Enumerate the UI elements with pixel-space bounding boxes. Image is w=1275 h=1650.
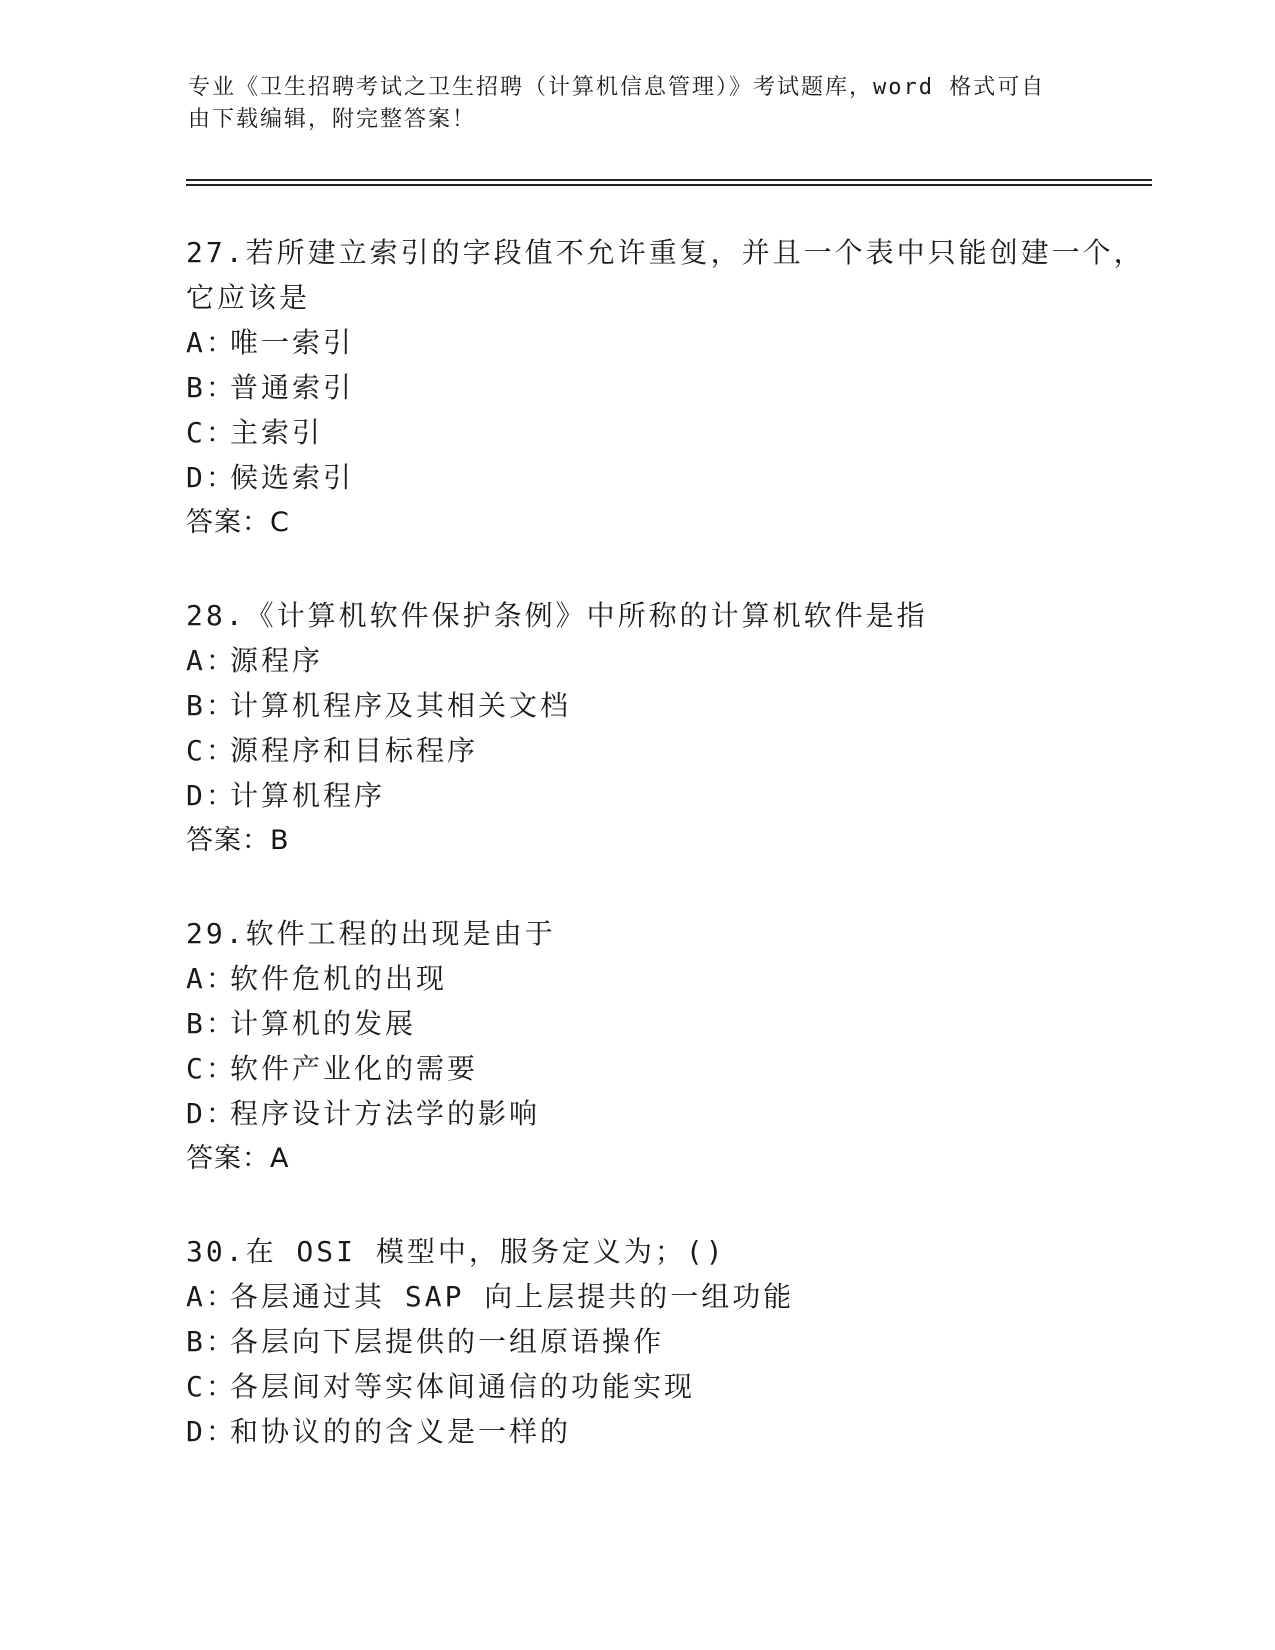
header-divider-bottom [186, 184, 1152, 186]
question-stem: 29.软件工程的出现是由于 [186, 917, 556, 950]
header-divider-top [186, 179, 1152, 181]
option-b [186, 1319, 1086, 1364]
option-letter: D： [186, 1415, 237, 1448]
question-stem-continued: 它应该是 [186, 281, 311, 314]
option-a [186, 1274, 1086, 1319]
answer-label: 答案：B [186, 825, 290, 856]
option-c [186, 1364, 1086, 1409]
question-stem: 30.在 OSI 模型中，服务定义为；() [186, 1235, 726, 1268]
option-a [186, 638, 1086, 683]
option-letter: B： [186, 371, 237, 404]
option-text: 主索引 [230, 416, 324, 449]
option-letter: C： [186, 1370, 237, 1403]
answer-label: 答案：A [186, 1143, 290, 1174]
option-text: 源程序 [230, 644, 324, 677]
option-text: 各层间对等实体间通信的功能实现 [230, 1370, 696, 1403]
option-text: 源程序和目标程序 [230, 734, 479, 767]
option-text: 软件产业化的需要 [230, 1052, 479, 1085]
option-text: 各层通过其 SAP 向上层提共的一组功能 [230, 1280, 795, 1313]
question-stem: 28.《计算机软件保护条例》中所称的计算机软件是指 [186, 599, 928, 632]
option-d [186, 1409, 1086, 1454]
answer-label: 答案：C [186, 507, 290, 538]
option-text: 唯一索引 [230, 326, 355, 359]
option-d [186, 1091, 1086, 1136]
header-title-line-2: 由下载编辑，附完整答案！ [188, 107, 477, 132]
option-text: 计算机的发展 [230, 1007, 417, 1040]
question-stem: 27.若所建立索引的字段值不允许重复，并且一个表中只能创建一个， [186, 236, 1145, 269]
option-d [186, 455, 1086, 500]
option-a [186, 320, 1086, 365]
option-text: 计算机程序及其相关文档 [230, 689, 572, 722]
option-letter: B： [186, 1007, 237, 1040]
option-c [186, 728, 1086, 773]
header-title-line-1: 专业《卫生招聘考试之卫生招聘（计算机信息管理）》考试题库，word 格式可自 [188, 75, 1046, 100]
option-text: 各层向下层提供的一组原语操作 [230, 1325, 665, 1358]
option-d [186, 773, 1086, 818]
option-letter: D： [186, 779, 237, 812]
option-text: 和协议的的含义是一样的 [230, 1415, 572, 1448]
question-27 [186, 230, 1145, 545]
option-letter: A： [186, 1280, 237, 1313]
option-text: 普通索引 [230, 371, 355, 404]
option-letter: A： [186, 962, 237, 995]
option-text: 程序设计方法学的影响 [230, 1097, 541, 1130]
option-letter: B： [186, 689, 237, 722]
option-b [186, 1001, 1086, 1046]
option-b [186, 365, 1086, 410]
question-29 [186, 911, 1086, 1181]
option-letter: C： [186, 1052, 237, 1085]
question-30 [186, 1229, 1086, 1454]
option-letter: D： [186, 1097, 237, 1130]
option-text: 候选索引 [230, 461, 355, 494]
option-letter: C： [186, 416, 237, 449]
option-letter: A： [186, 644, 237, 677]
option-letter: B： [186, 1325, 237, 1358]
option-letter: D： [186, 461, 237, 494]
option-letter: C： [186, 734, 237, 767]
option-letter: A： [186, 326, 237, 359]
option-text: 计算机程序 [230, 779, 386, 812]
option-c [186, 1046, 1086, 1091]
option-text: 软件危机的出现 [230, 962, 448, 995]
option-c [186, 410, 1086, 455]
document-header [188, 72, 1088, 136]
question-28 [186, 593, 1086, 863]
option-b [186, 683, 1086, 728]
option-a [186, 956, 1086, 1001]
